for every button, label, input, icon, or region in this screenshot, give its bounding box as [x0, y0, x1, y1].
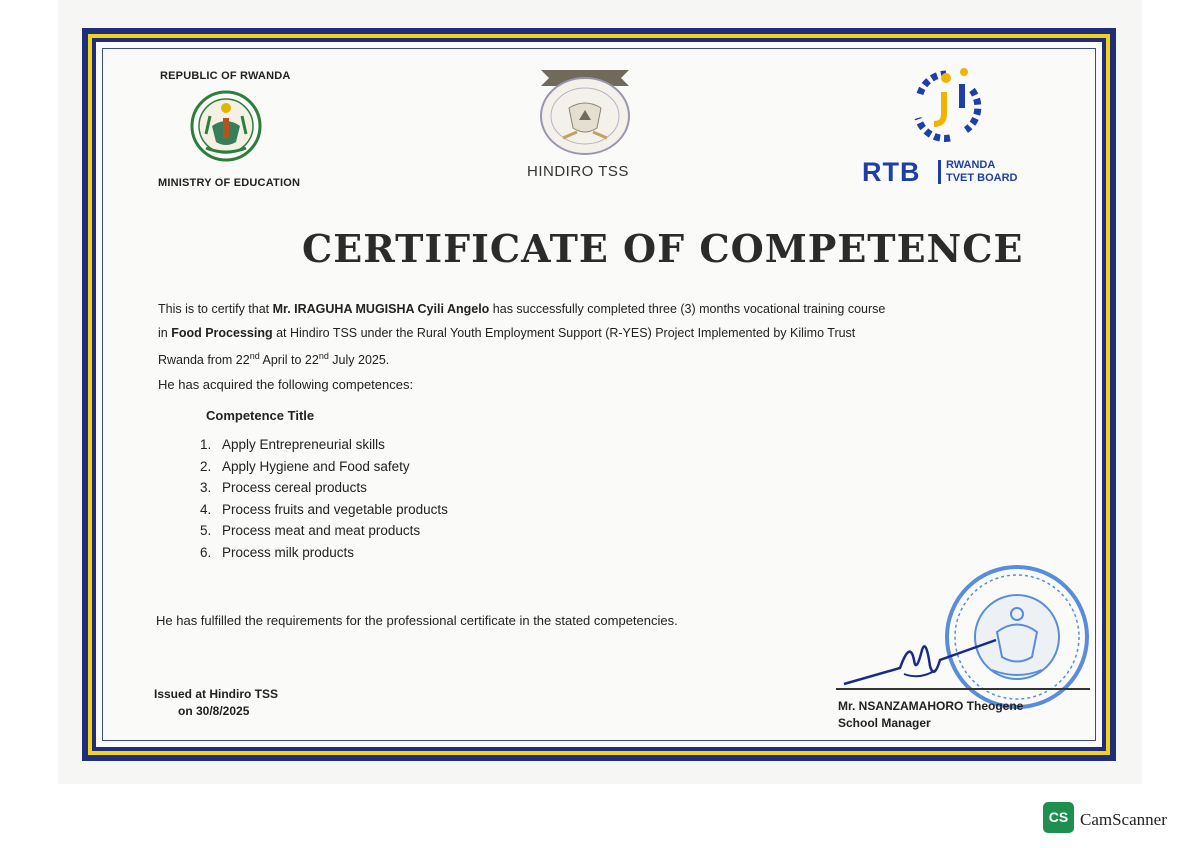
competence-item: 4. Process fruits and vegetable products — [200, 501, 448, 517]
competence-heading: Competence Title — [206, 408, 315, 423]
republic-label: REPUBLIC OF RWANDA — [160, 70, 291, 82]
signature-icon — [840, 630, 1000, 690]
issued-place: Issued at Hindiro TSS — [154, 687, 279, 701]
school-name: HINDIRO TSS — [527, 163, 629, 180]
rtb-abbr: RTB — [862, 157, 921, 187]
competence-item: 1. Apply Entrepreneurial skills — [200, 437, 385, 452]
ministry-label: MINISTRY OF EDUCATION — [158, 177, 301, 189]
competence-item: 2. Apply Hygiene and Food safety — [200, 458, 410, 474]
acquired-text: He has acquired the following competences: — [158, 377, 414, 392]
recipient-name: Mr. IRAGUHA MUGISHA Cyili Angelo — [272, 302, 490, 316]
hindiro-tss-logo-icon — [533, 58, 637, 158]
signature-line — [836, 688, 1090, 690]
fulfilled-text: He has fulfilled the requirements for the professional certificate in the stated competencies. — [156, 613, 678, 628]
camscanner-logo-icon: CS — [1043, 802, 1074, 833]
certificate-title: CERTIFICATE OF COMPETENCE — [302, 226, 1024, 271]
camscanner-label: CamScanner — [1080, 810, 1167, 829]
certify-line-3: Rwanda from 22nd April to 22nd July 2025. — [158, 351, 390, 368]
competence-item: 3. Process cereal products — [200, 480, 367, 496]
issued-date: on 30/8/2025 — [178, 704, 250, 718]
competence-list — [200, 434, 448, 564]
rwanda-coat-of-arms-icon — [186, 86, 266, 166]
certify-line-1: This is to certify that Mr. IRAGUHA MUGISHA Cyili Angelo has successfully completed three (3) months vocational training course — [158, 302, 886, 316]
rtb-logo-icon — [906, 64, 986, 146]
manager-name: Mr. NSANZAMAHORO Theogene — [838, 699, 1024, 713]
manager-title: School Manager — [838, 716, 931, 730]
certify-line-2: in Food Processing at Hindiro TSS under the Rural Youth Employment Support (R-YES) Project Implemented by Kilimo Trust — [158, 326, 856, 340]
rtb-line2: TVET BOARD — [946, 172, 1018, 184]
competence-item: 6. Process milk products — [200, 544, 355, 560]
course-name: Food Processing — [171, 326, 273, 340]
rtb-line1: RWANDA — [946, 159, 996, 171]
competence-item: 5. Process meat and meat products — [200, 523, 421, 539]
